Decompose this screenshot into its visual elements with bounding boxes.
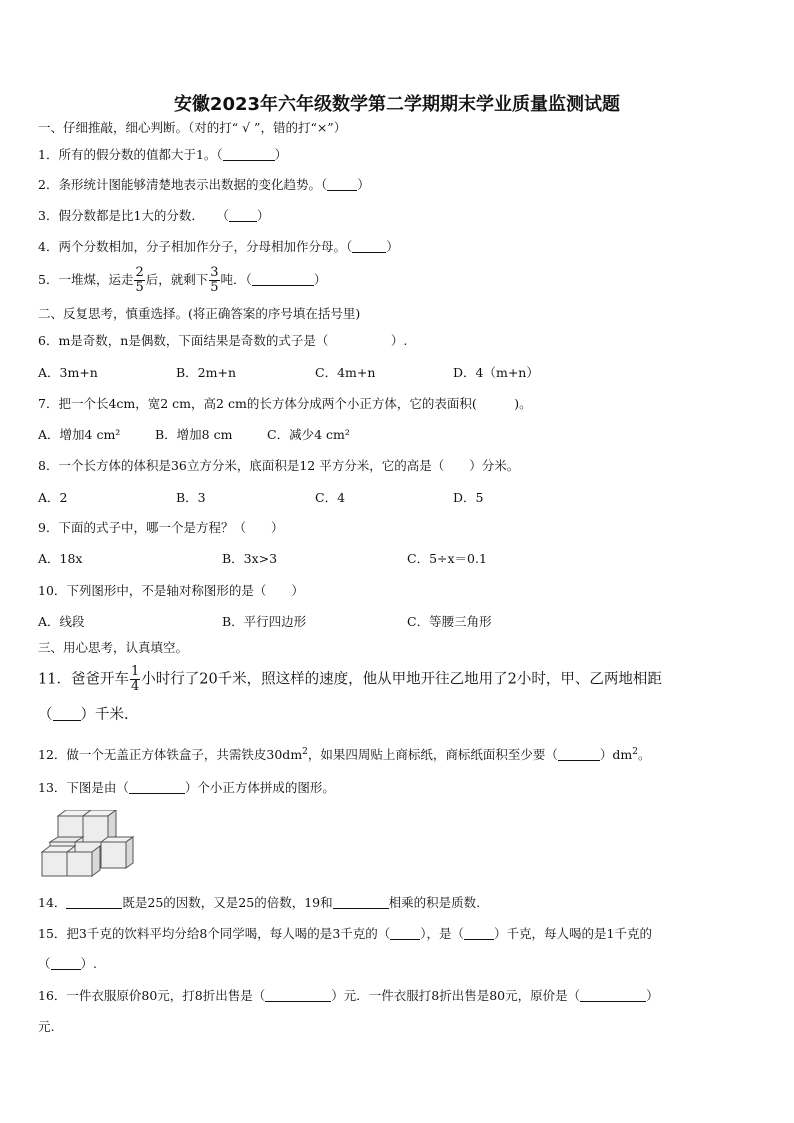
q10-option-a[interactable]: A．线段 xyxy=(38,614,85,629)
question-11: 11．爸爸开车 $\frac{1}{4}$ 小时行了20千米，照这样的速度，他从甲地开往乙地用了2小时，甲、乙两地相距 xyxy=(38,664,662,694)
answer-blank[interactable] xyxy=(229,209,257,222)
question-1: 1．所有的假分数的值都大于1。（ ） xyxy=(38,147,288,162)
answer-blank[interactable] xyxy=(53,708,81,721)
fraction-three-fifths: $\frac{3}{5}$ xyxy=(210,265,219,295)
answer-blank[interactable] xyxy=(129,781,185,794)
question-10: 10．下列图形中，不是轴对称图形的是（ ） xyxy=(38,583,304,598)
question-4: 4．两个分数相加，分子相加作分子，分母相加作分母。（ ） xyxy=(38,239,399,254)
q6-option-b[interactable]: B．2m+n xyxy=(176,365,237,380)
q9-option-b[interactable]: B．3x>3 xyxy=(222,551,278,566)
q8-option-c[interactable]: C．4 xyxy=(315,490,346,505)
q7-option-a[interactable]: A．增加4 cm² xyxy=(38,427,121,442)
cube-side-face xyxy=(126,837,133,868)
q8-option-a[interactable]: A．2 xyxy=(38,490,68,505)
question-16-continued: 元. xyxy=(38,1019,55,1034)
cube-side-face xyxy=(92,846,100,876)
answer-blank[interactable] xyxy=(333,896,389,909)
answer-blank[interactable] xyxy=(580,989,646,1002)
answer-blank[interactable] xyxy=(223,148,275,161)
question-13: 13．下图是由（ ）个小正方体拼成的图形。 xyxy=(38,780,335,795)
q10-option-c[interactable]: C．等腰三角形 xyxy=(407,614,492,629)
q9-option-a[interactable]: A．18x xyxy=(38,551,83,566)
section-2-heading: 二、反复思考，慎重选择。(将正确答案的序号填在括号里) xyxy=(38,306,361,321)
answer-blank[interactable] xyxy=(252,273,314,286)
q6-option-a[interactable]: A．3m+n xyxy=(38,365,98,380)
question-11-continued: （ ）千米. xyxy=(38,707,129,723)
exam-title: 安徽2023年六年级数学第二学期期末学业质量监测试题 xyxy=(173,94,621,115)
answer-blank[interactable] xyxy=(464,927,494,940)
answer-blank[interactable] xyxy=(327,178,357,191)
q8-option-d[interactable]: D．5 xyxy=(453,490,484,505)
question-3: 3．假分数都是比1大的分数． （ ） xyxy=(38,208,270,223)
question-12: 12．做一个无盖正方体铁盒子，共需铁皮$30dm^2$，如果四周贴上商标纸，商标纸面积至少要（ ）$dm^2$。 xyxy=(38,747,651,763)
question-7: 7．把一个长4cm，宽2 cm，高2 cm的长方体分成两个小正方体，它的表面积( )。 xyxy=(38,396,532,411)
q7-option-b[interactable]: B．增加8 cm xyxy=(155,427,233,442)
question-9: 9．下面的式子中，哪一个是方程？（ ） xyxy=(38,520,284,535)
q10-option-b[interactable]: B．平行四边形 xyxy=(222,614,307,629)
cube-stack-figure xyxy=(40,810,135,878)
q9-option-c[interactable]: C．5÷x＝0.1 xyxy=(407,551,487,566)
answer-blank[interactable] xyxy=(390,927,420,940)
q7-option-c[interactable]: C．减少4 cm² xyxy=(267,427,350,442)
q6-option-c[interactable]: C．4m+n xyxy=(315,365,376,380)
question-15-continued: （ ）. xyxy=(38,956,97,971)
answer-blank[interactable] xyxy=(352,240,386,253)
q6-option-d[interactable]: D．4（m+n） xyxy=(453,365,539,380)
question-6: 6．m是奇数，n是偶数，下面结果是奇数的式子是（ ）. xyxy=(38,333,408,348)
section-3-heading: 三、用心思考，认真填空。 xyxy=(38,640,189,655)
fraction-one-quarter: $\frac{1}{4}$ xyxy=(130,664,140,694)
question-16: 16．一件衣服原价80元，打8折出售是（ ）元．一件衣服打8折出售是80元，原价是（ ） xyxy=(38,988,659,1003)
cube-front-face xyxy=(67,852,92,876)
answer-blank[interactable] xyxy=(66,896,122,909)
answer-blank[interactable] xyxy=(265,989,331,1002)
fraction-two-fifths: $\frac{2}{5}$ xyxy=(135,265,144,295)
question-8: 8．一个长方体的体积是36立方分米，底面积是12 平方分米，它的高是（ ）分米。 xyxy=(38,458,520,473)
cube-front-face xyxy=(83,816,108,842)
cube-front-face xyxy=(42,852,67,876)
question-5: 5．一堆煤，运走 $\frac{2}{5}$ 后，就剩下 $\frac{3}{5}$ 吨．（ ） xyxy=(38,265,327,295)
section-1-heading: 一、仔细推敲，细心判断。（对的打“ √ ”，错的打“×”） xyxy=(38,120,347,135)
q8-option-b[interactable]: B．3 xyxy=(176,490,206,505)
answer-blank[interactable] xyxy=(558,748,600,761)
question-14: 14． 既是25的因数，又是25的倍数，19和 相乘的积是质数. xyxy=(38,895,481,910)
question-15: 15．把3千克的饮料平均分给8个同学喝，每人喝的是3千克的（ ），是（ ）千克，每人喝的是1千克的 xyxy=(38,926,652,941)
answer-blank[interactable] xyxy=(51,957,81,970)
cube-front-face xyxy=(101,842,126,868)
question-2: 2．条形统计图能够清楚地表示出数据的变化趋势。（ ） xyxy=(38,177,370,192)
